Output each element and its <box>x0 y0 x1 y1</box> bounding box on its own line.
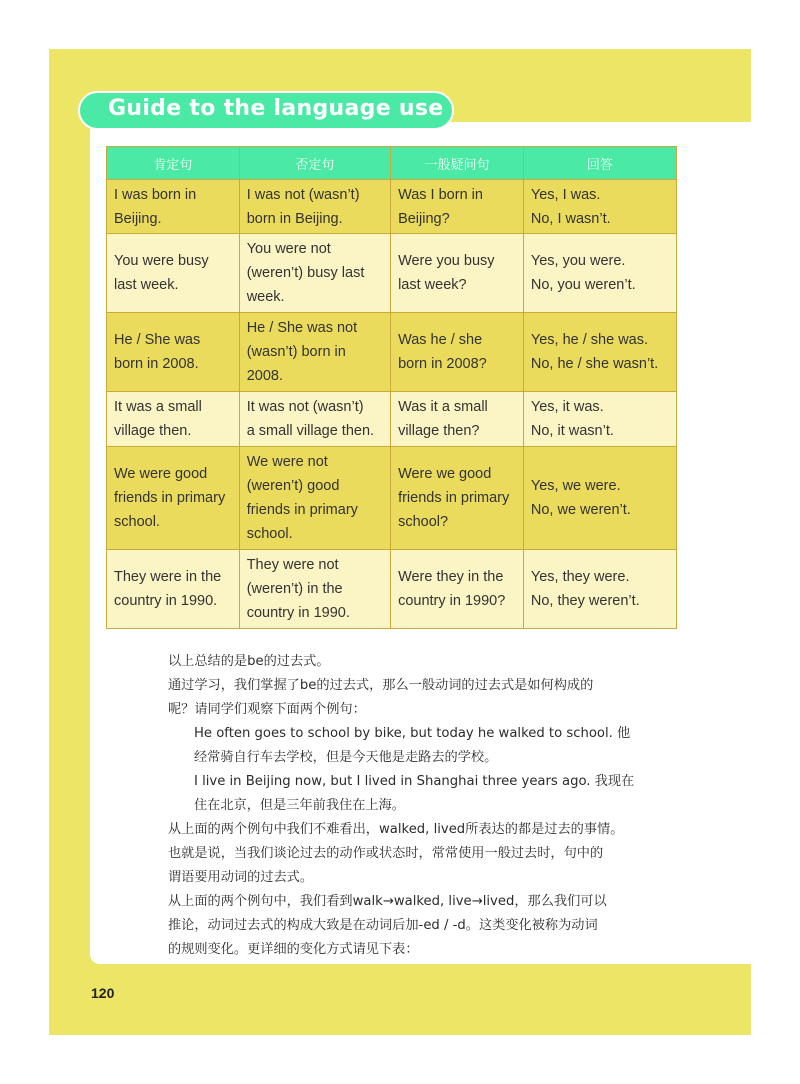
cell-negative: I was not (wasn’t) born in Beijing. <box>239 180 390 234</box>
table-header-row <box>107 147 677 180</box>
cell-affirmative: They were in the country in 1990. <box>107 550 240 629</box>
cell-affirmative: He / She was born in 2008. <box>107 313 240 392</box>
cell-answer: Yes, you were. No, you weren’t. <box>523 234 676 313</box>
cell-answer: Yes, they were. No, they weren’t. <box>523 550 676 629</box>
cell-affirmative: We were good friends in primary school. <box>107 447 240 550</box>
table-row <box>107 447 677 550</box>
cell-question: Was he / she born in 2008? <box>391 313 524 392</box>
cell-answer: Yes, it was. No, it wasn’t. <box>523 392 676 447</box>
cell-question: Were we good friends in primary school? <box>391 447 524 550</box>
cell-negative: We were not (weren’t) good friends in primary school. <box>239 447 390 550</box>
example-translation: 住在北京，但是三年前我住在上海。 <box>194 798 405 813</box>
header-negative: 否定句 <box>239 147 390 180</box>
cell-answer: Yes, we were. No, we weren’t. <box>523 447 676 550</box>
header-affirmative: 肯定句 <box>107 147 240 180</box>
be-past-tense-table <box>106 146 677 629</box>
cell-negative: He / She was not (wasn’t) born in 2008. <box>239 313 390 392</box>
table-row <box>107 234 677 313</box>
cell-negative: It was not (wasn’t) a small village then. <box>239 392 390 447</box>
cell-affirmative: You were busy last week. <box>107 234 240 313</box>
explanation-text <box>168 650 668 962</box>
cell-question: Were you busy last week? <box>391 234 524 313</box>
table-row <box>107 180 677 234</box>
cell-answer: Yes, I was. No, I wasn’t. <box>523 180 676 234</box>
cell-question: Was I born in Beijing? <box>391 180 524 234</box>
cell-answer: Yes, he / she was. No, he / she wasn’t. <box>523 313 676 392</box>
header-answer: 回答 <box>523 147 676 180</box>
section-title: Guide to the language use <box>108 96 444 121</box>
header-question: 一般疑问句 <box>391 147 524 180</box>
table-row <box>107 392 677 447</box>
cell-negative: You were not (weren’t) busy last week. <box>239 234 390 313</box>
table-row <box>107 550 677 629</box>
paragraph-line: 从上面的两个例句中，我们看到walk→walked, live→lived，那么我们可以 <box>168 894 607 909</box>
paragraph-line: 以上总结的是be的过去式。 <box>168 654 330 669</box>
example-translation: 经常骑自行车去学校，但是今天他是走路去的学校。 <box>194 750 498 765</box>
paragraph-line: 推论，动词过去式的构成大致是在动词后加-ed / -d。这类变化被称为动词 <box>168 918 598 933</box>
section-banner <box>78 91 454 130</box>
example-sentence: I live in Beijing now, but I lived in Shanghai three years ago. 我现在 <box>194 774 635 789</box>
paragraph-line: 也就是说，当我们谈论过去的动作或状态时，常常使用一般过去时，句中的 <box>168 846 604 861</box>
table-row <box>107 313 677 392</box>
cell-question: Were they in the country in 1990? <box>391 550 524 629</box>
page-number: 120 <box>91 985 115 1001</box>
cell-negative: They were not (weren’t) in the country in 1990. <box>239 550 390 629</box>
paragraph-line: 从上面的两个例句中我们不难看出，walked, lived所表达的都是过去的事情。 <box>168 822 624 837</box>
paragraph-line: 通过学习，我们掌握了be的过去式，那么一般动词的过去式是如何构成的 <box>168 678 594 693</box>
paragraph-line: 呢？请同学们观察下面两个例句： <box>168 702 366 717</box>
cell-affirmative: I was born in Beijing. <box>107 180 240 234</box>
cell-affirmative: It was a small village then. <box>107 392 240 447</box>
paragraph-line: 的规则变化。更详细的变化方式请见下表： <box>168 942 419 957</box>
paragraph-line: 谓语要用动词的过去式。 <box>168 870 314 885</box>
example-sentence: He often goes to school by bike, but today he walked to school. 他 <box>194 726 631 741</box>
cell-question: Was it a small village then? <box>391 392 524 447</box>
